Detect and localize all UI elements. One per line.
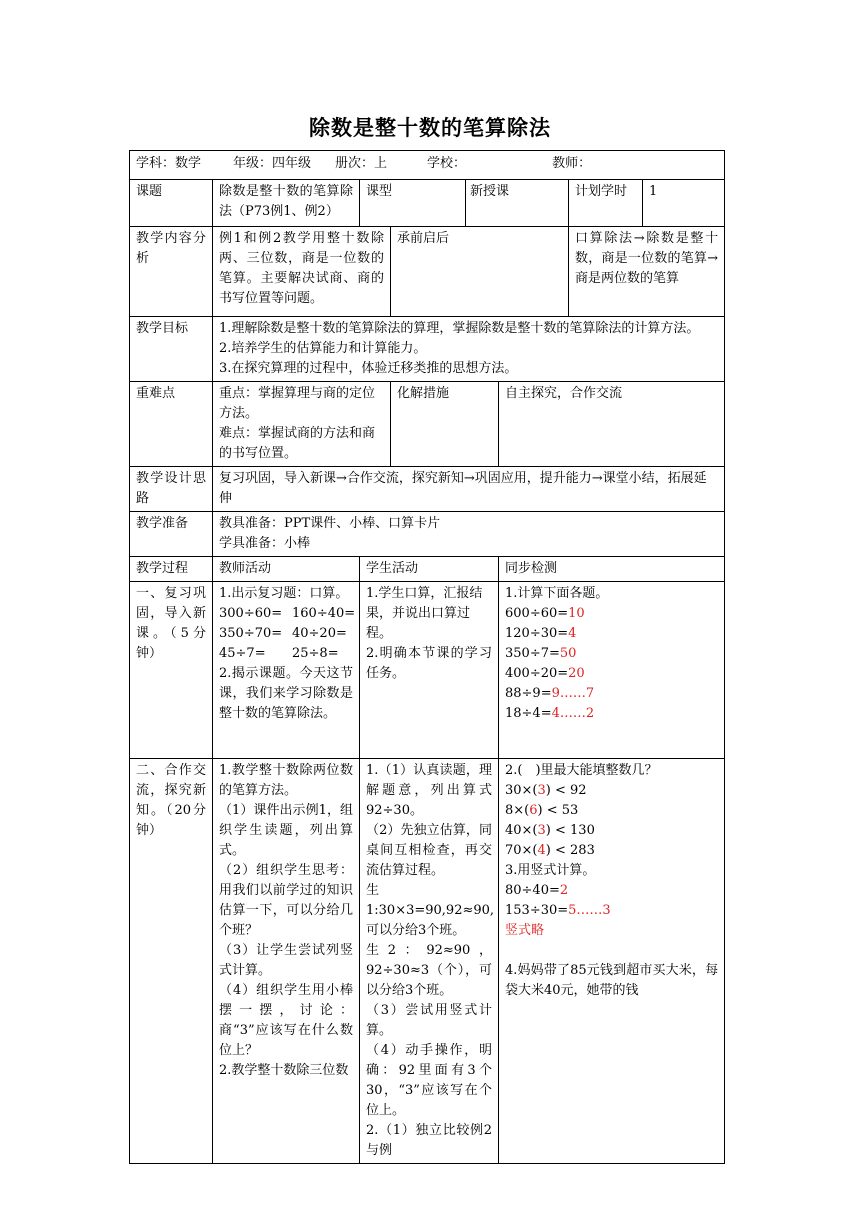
vertical-item [505, 881, 718, 901]
process-header-check: 同步检测 [499, 557, 725, 582]
vertical-question: 153÷30= [505, 903, 569, 918]
goals-row [130, 317, 725, 382]
student-step: 2.明确本节课的学习任务。 [366, 646, 492, 681]
course-hours-label: 计划学时 [569, 180, 643, 226]
fill-pre: 70×( [505, 843, 538, 858]
key-mid-value: 自主探究，合作交流 [499, 382, 725, 467]
design-value: 复习巩固，导入新课→合作交流，探究新知→巩固应用，提升能力→课堂小结，拓展延伸 [213, 467, 725, 512]
fill-post: ) < 53 [537, 803, 579, 818]
analysis-mid-label: 承前启后 [391, 227, 569, 317]
student-step: 2.（1）独立比较例2与例 [366, 1123, 492, 1158]
check-answer: 9……7 [551, 686, 595, 701]
goals-value [213, 317, 725, 382]
oral-row [219, 604, 356, 624]
info-bar [130, 151, 725, 180]
oral-row [219, 624, 353, 644]
oral-question: 350÷70= [219, 626, 283, 641]
goals-label: 教学目标 [130, 317, 213, 382]
course-hours-cell [569, 180, 725, 227]
fill-pre: 30×( [505, 783, 538, 798]
oral-question: 45÷7= [219, 646, 266, 661]
check-answer: 50 [559, 646, 577, 661]
prep-row [130, 512, 725, 557]
oral-question: 25÷8= [292, 646, 339, 661]
analysis-label: 教学内容分析 [130, 227, 213, 317]
check-question: 600÷60= [505, 606, 569, 621]
fill-pre: 40×( [505, 823, 538, 838]
check-item [505, 604, 718, 624]
key-point: 重点：掌握算理与商的定位方法。 [219, 386, 376, 421]
student-step: 生1:30×3=90,92≈90,可以分给3个班。 [366, 883, 495, 938]
check-item [505, 624, 718, 644]
teacher-step: 2.教学整十数除三位数 [219, 1063, 349, 1078]
vertical-answer: 2 [559, 883, 569, 898]
fill-item [505, 821, 718, 841]
lesson-plan-table [129, 150, 725, 1164]
course-row [130, 180, 725, 227]
volume-info: 册次：上 [335, 156, 388, 171]
student-step: 生2：92≈90，92÷30≈3（个），可以分给3个班。 [366, 943, 492, 998]
teacher-prep: 教具准备：PPT课件、小棒、口算卡片 [219, 516, 441, 531]
vertical-title: 3.用竖式计算。 [505, 863, 596, 878]
process-header-row [130, 557, 725, 582]
student-step: 1.（1）认真读题，理解题意，列出算式92÷30。 [366, 763, 492, 818]
check-question: 18÷4= [505, 706, 552, 721]
check-question: 400÷20= [505, 666, 569, 681]
key-mid-label: 化解措施 [391, 382, 499, 467]
teacher-step: 1.出示复习题：口算。 [219, 586, 349, 601]
check-answer: 10 [568, 606, 585, 621]
stage1-row [130, 582, 725, 759]
teacher-step: （3）让学生尝试列竖式计算。 [219, 943, 353, 978]
vertical-answer: 5……3 [568, 903, 611, 918]
student-prep: 学具准备：小棒 [219, 536, 311, 551]
spacer [505, 941, 718, 961]
stage2-check [499, 759, 725, 1164]
page-title: 除数是整十数的笔算除法 [309, 115, 551, 140]
analysis-row [130, 227, 725, 317]
stage2-label: 二、合作交流，探究新知。（20分钟） [130, 759, 213, 1164]
check-answer: 4……2 [551, 706, 595, 721]
course-value: 除数是整十数的笔算除法（P73例1、例2） [213, 180, 360, 227]
goal-item: 3.在探究算理的过程中，体验迁移类推的思想方法。 [219, 361, 518, 376]
difficulty-point: 难点：掌握试商的方法和商的书写位置。 [219, 426, 376, 461]
oral-question: 40÷20= [292, 626, 347, 641]
check-answer: 20 [568, 666, 585, 681]
fill-post: ) < 283 [545, 843, 595, 858]
key-row [130, 382, 725, 467]
prep-label: 教学准备 [130, 512, 213, 557]
process-header-teacher: 教师活动 [213, 557, 360, 582]
check-item [505, 644, 718, 664]
stage2-teacher [213, 759, 360, 1164]
prep-value [213, 512, 725, 557]
fill-post: ) < 92 [545, 783, 587, 798]
check-item [505, 704, 718, 724]
design-label: 教学设计思路 [130, 467, 213, 512]
course-label: 课题 [130, 180, 213, 227]
fill-answer: 3 [537, 823, 546, 838]
stage2-row [130, 759, 725, 1164]
subject-info: 学科：数学 [136, 156, 202, 171]
fill-item [505, 781, 718, 801]
goal-item: 1.理解除数是整十数的笔算除法的算理，掌握除数是整十数的笔算除法的计算方法。 [219, 321, 700, 336]
course-type-label: 课型 [360, 180, 466, 227]
fill-pre: 8×( [505, 803, 530, 818]
fill-item [505, 801, 718, 821]
goal-item: 2.培养学生的估算能力和计算能力。 [219, 341, 427, 356]
oral-question: 300÷60= [219, 606, 283, 621]
process-header-stage: 教学过程 [130, 557, 213, 582]
vertical-item [505, 901, 718, 921]
stage1-check [499, 582, 725, 759]
check-question: 88÷9= [505, 686, 552, 701]
oral-row [219, 644, 353, 664]
course-type-value: 新授课 [466, 180, 569, 227]
stage1-teacher [213, 582, 360, 759]
course-hours-value: 1 [649, 184, 658, 199]
design-row [130, 467, 725, 512]
teacher-step: （4）组织学生用小棒摆一摆，讨论：商“3”应该写在什么数位上？ [219, 983, 353, 1058]
teacher-step: 1.教学整十数除两位数的笔算方法。 [219, 763, 353, 798]
check-answer: 4 [568, 626, 577, 641]
info-row [130, 151, 725, 180]
grade-info: 年级：四年级 [233, 156, 312, 171]
stage1-student [360, 582, 499, 759]
teacher-step: （2）组织学生思考：用我们以前学过的知识估算一下，可以分给几个班？ [219, 863, 353, 938]
student-step: （2）先独立估算，同桌间互相检查，再交流估算过程。 [366, 823, 492, 878]
check-question: 350÷7= [505, 646, 560, 661]
key-label: 重难点 [130, 382, 213, 467]
word-problem: 4.妈妈带了85元钱到超市买大米，每袋大米40元，她带的钱 [505, 963, 719, 998]
oral-question: 160÷40= [292, 606, 356, 621]
fill-post: ) < 130 [545, 823, 595, 838]
stage2-student [360, 759, 499, 1164]
stage1-label: 一、复习巩固，导入新课。（5分钟） [130, 582, 213, 759]
student-step: 1.学生口算，汇报结果，并说出口算过程。 [366, 586, 483, 641]
fill-answer: 3 [537, 783, 546, 798]
process-header-student: 学生活动 [360, 557, 499, 582]
check-item [505, 684, 718, 704]
school-info: 学校： [427, 156, 467, 171]
check-question: 120÷30= [505, 626, 569, 641]
teacher-info: 教师： [552, 156, 592, 171]
vertical-note: 竖式略 [505, 923, 545, 938]
check-title: 2.( )里最大能填整数几？ [505, 763, 658, 778]
fill-answer: 6 [529, 803, 538, 818]
check-item [505, 664, 718, 684]
vertical-question: 80÷40= [505, 883, 560, 898]
fill-answer: 4 [537, 843, 546, 858]
analysis-mid-value: 口算除法→除数是整十数，商是一位数的笔算→商是两位数的笔算 [569, 227, 725, 317]
analysis-value: 例1和例2教学用整十数除两、三位数，商是一位数的笔算。主要解决试商、商的书写位置等问题。 [213, 227, 391, 317]
check-title: 1.计算下面各题。 [505, 586, 609, 601]
teacher-step: 2.揭示课题。今天这节课，我们来学习除数是整十数的笔算除法。 [219, 666, 353, 721]
student-step: （3）尝试用竖式计算。 [366, 1003, 492, 1038]
teacher-step: （1）课件出示例1，组织学生读题，列出算式。 [219, 803, 353, 858]
student-step: （4）动手操作，明确：92里面有3个30，“3”应该写在个位上。 [366, 1043, 492, 1118]
fill-item [505, 841, 718, 861]
key-value [213, 382, 391, 467]
